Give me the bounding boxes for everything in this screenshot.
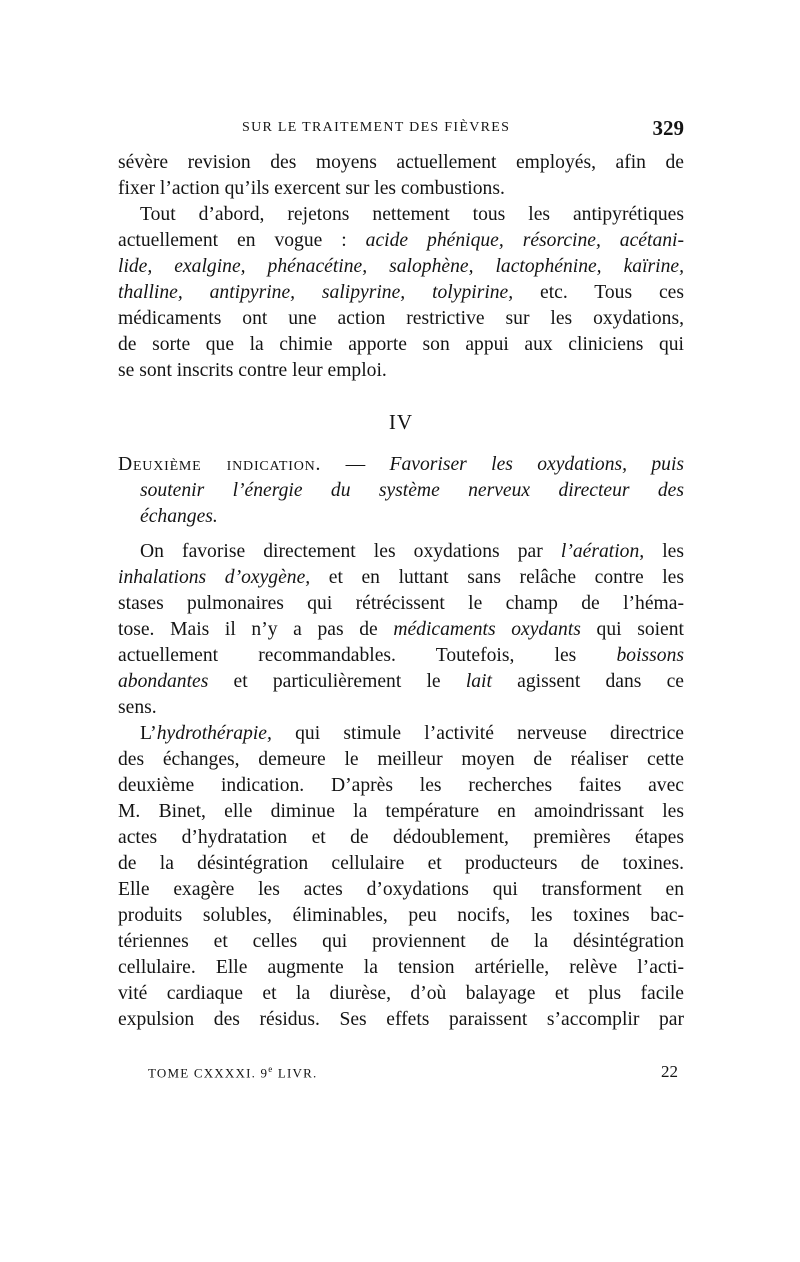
text-run: On favorise directement les oxydations par — [140, 541, 561, 562]
page-header — [118, 116, 684, 144]
spacer — [118, 530, 684, 539]
text-line: stases pulmonaires qui rétrécissent le champ de l’héma- — [118, 593, 684, 614]
section-title — [118, 452, 684, 530]
italic-run: acide phénique, résorcine, acétani- — [365, 230, 685, 251]
italic-run: inhalations d’oxygène, — [118, 567, 311, 588]
italic-run: abondantes — [118, 671, 209, 692]
text-run: et particulièrement le — [208, 671, 466, 692]
text-line — [118, 669, 684, 695]
paragraph-4 — [118, 721, 684, 1033]
text-line: médicaments ont une action restrictive sur les oxydations, — [118, 308, 684, 329]
text-line — [118, 539, 684, 565]
page-body — [118, 150, 684, 1033]
page-footer — [148, 1064, 678, 1088]
signature-superscript: e — [268, 1064, 274, 1074]
text-line — [118, 280, 684, 306]
italic-run: hydrothérapie, — [156, 723, 272, 744]
text-line — [118, 452, 684, 478]
text-line: de sorte que la chimie apporte son appui aux cliniciens qui — [118, 334, 684, 355]
section-numeral: IV — [388, 410, 414, 434]
italic-run: échanges. — [140, 506, 218, 527]
text-line: de la désintégration cellulaire et producteurs de toxines. — [118, 853, 684, 874]
italic-run: médicaments oxydants — [393, 619, 581, 640]
text-run: etc. Tous ces — [513, 282, 684, 303]
text-line: actes d’hydratation et de dédoublement, premières étapes — [118, 827, 684, 848]
text-line: des échanges, demeure le meilleur moyen de réaliser cette — [118, 749, 684, 770]
text-line — [118, 478, 684, 504]
italic-run: thalline, antipyrine, salipyrine, tolypirine, — [118, 282, 514, 303]
text-line: vité cardiaque et la diurèse, d’où balayage et plus facile — [118, 983, 684, 1004]
italic-run: soutenir l’énergie du système nerveux directeur des — [140, 480, 684, 501]
text-line: Elle exagère les actes d’oxydations qui transforment en — [118, 879, 684, 900]
text-run: les — [644, 541, 684, 562]
text-line: produits solubles, éliminables, peu nocifs, les toxines bac- — [118, 905, 684, 926]
text-line — [118, 565, 684, 591]
italic-run: boissons — [616, 645, 684, 666]
text-line — [118, 202, 684, 228]
text-line: expulsion des résidus. Ses effets paraissent s’accomplir par — [118, 1009, 684, 1030]
running-title: SUR LE TRAITEMENT DES FIÈVRES — [242, 120, 511, 135]
printer-signature — [148, 1064, 317, 1081]
text-line: tériennes et celles qui proviennent de la désintégration — [118, 931, 684, 952]
text-line: sévère revision des moyens actuellement employés, afin de — [118, 152, 684, 173]
text-line: M. Binet, elle diminue la température en amoindrissant les — [118, 801, 684, 822]
italic-run: l’aération, — [560, 541, 645, 562]
sheet-number: 22 — [661, 1062, 678, 1081]
paragraph-2 — [118, 202, 684, 384]
text-run: actuellement en vogue : — [118, 230, 366, 251]
italic-run: Favoriser les oxydations, puis — [389, 454, 685, 475]
italic-run: lait — [465, 671, 492, 692]
text-run: agissent dans ce — [491, 671, 684, 692]
text-run: Tout d’abord, rejetons nettement tous les antipyrétiques — [140, 204, 684, 225]
text-line — [118, 254, 684, 280]
text-run: et en luttant sans relâche contre les — [310, 567, 684, 588]
text-line — [118, 643, 684, 669]
text-line: cellulaire. Elle augmente la tension artérielle, relève l’acti- — [118, 957, 684, 978]
text-run: qui stimule l’activité nerveuse directrice — [271, 723, 684, 744]
text-line — [118, 721, 684, 747]
text-run: qui soient — [580, 619, 684, 640]
text-line — [118, 617, 684, 643]
text-run: L’ — [140, 723, 157, 744]
signature-text: TOME CXXXXI. 9 — [148, 1065, 269, 1081]
italic-run: lide, exalgine, phénacétine, salophène, lactophénine, kaïrine, — [118, 256, 684, 277]
paragraph-1 — [118, 150, 684, 202]
paragraph-3 — [118, 539, 684, 721]
text-line: se sont inscrits contre leur emploi. — [118, 360, 387, 381]
text-line: sens. — [118, 697, 157, 718]
text-line — [118, 504, 684, 530]
text-line — [118, 228, 684, 254]
section-label: Deuxième indication. — [118, 454, 322, 475]
text-line: deuxième indication. D’après les recherches faites avec — [118, 775, 684, 796]
text-run: actuellement recommandables. Toutefois, les — [118, 645, 617, 666]
page-number: 329 — [652, 116, 684, 140]
text-run: tose. Mais il n’y a pas de — [118, 619, 394, 640]
signature-text: LIVR. — [273, 1065, 318, 1081]
text-line: fixer l’action qu’ils exercent sur les combustions. — [118, 178, 505, 199]
text-run: — — [321, 454, 390, 475]
